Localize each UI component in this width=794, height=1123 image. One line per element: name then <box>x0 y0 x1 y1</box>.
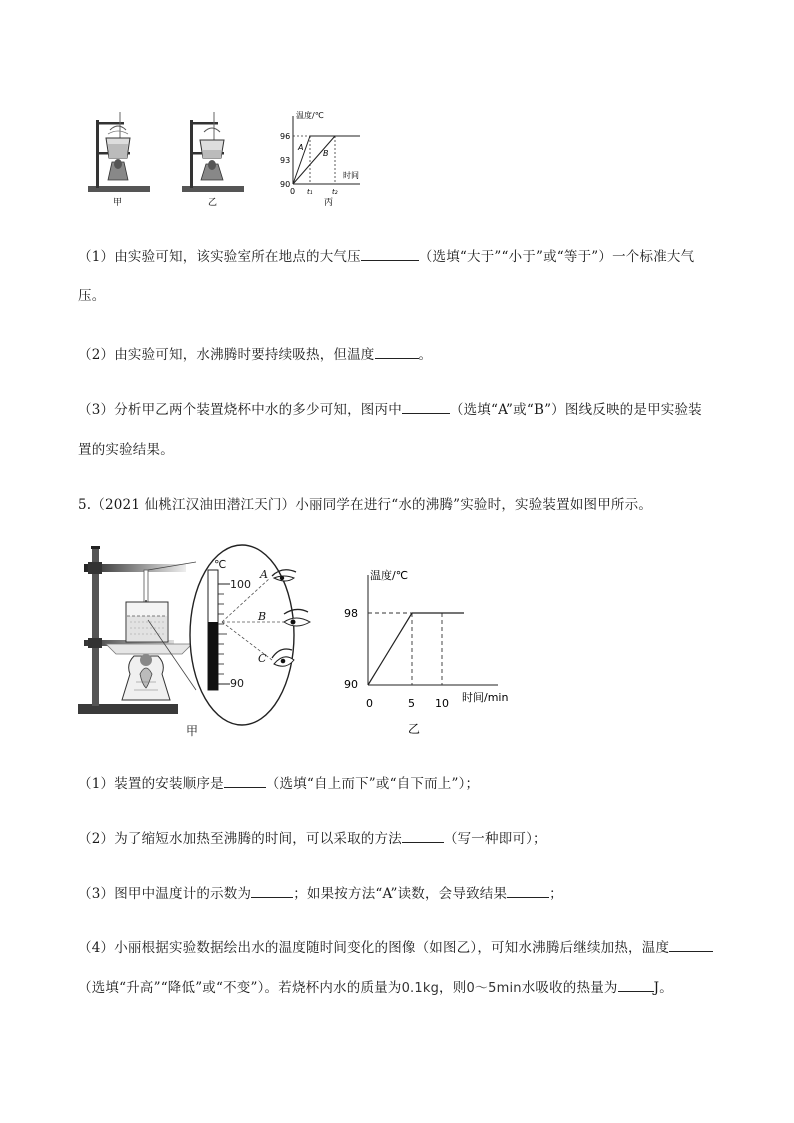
graph-bing-ytick-96: 96 <box>280 132 291 141</box>
q5-p4-blank-1 <box>669 937 713 952</box>
q5-p3-blank-1 <box>251 883 293 898</box>
q4-part2: （2）由实验可知，水沸腾时要持续吸热，但温度 。 <box>78 344 432 365</box>
q5-chart-caption: 乙 <box>408 722 421 736</box>
graph-bing-ytick-90: 90 <box>280 180 291 189</box>
q5-part4-cont: （选填“升高”“降低”或“不变”）。若烧杯内水的质量为0.1kg，则0～5min水吸收的热量为 J。 <box>78 977 673 999</box>
q4-p2-blank <box>375 344 419 359</box>
q5-scale-top: 100 <box>230 578 251 591</box>
q5-header: 5.（2021 仙桃江汉油田潜江天门）小丽同学在进行“水的沸腾”实验时，实验装置如图甲所示。 <box>78 497 653 513</box>
q4-part1: （1）由实验可知，该实验室所在地点的大气压 （选填“大于”“小于”或“等于”）一个标准大气 <box>78 246 694 267</box>
q5-scale-bottom: 90 <box>230 677 244 690</box>
q4-p1-blank <box>361 246 419 261</box>
q5-p2-blank <box>402 828 444 843</box>
apparatus-jia <box>88 112 150 192</box>
top-figure-svg <box>78 108 378 208</box>
q5-eye-c-label: C <box>258 652 267 665</box>
q5-part2: （2）为了缩短水加热至沸腾的时间，可以采取的方法 （写一种即可）； <box>78 828 547 849</box>
q5-chart-xtick-5: 5 <box>408 697 415 710</box>
graph-bing-xtick-t2: t₂ <box>332 188 338 196</box>
q5-chart-ytick-90: 90 <box>344 678 358 691</box>
q5-chart-ylabel: 温度/℃ <box>370 569 409 582</box>
q5-time-range: 0～5min <box>466 981 522 996</box>
q4-part3: （3）分析甲乙两个装置烧杯中水的多少可知，图丙中 （选填“A”或“B”）图线反映的是甲实验装 <box>78 399 702 420</box>
apparatus-yi <box>182 112 244 192</box>
q5-figure-jia <box>74 540 334 740</box>
q5-chart-heating-line <box>368 613 412 685</box>
q5-mass-value: 0.1kg <box>401 981 440 996</box>
q5-p1-blank <box>224 773 266 788</box>
q5-part1: （1）装置的安装顺序是 （选填“自上而下”或“自下而上”）； <box>78 773 479 794</box>
q5-chart-xtick-10: 10 <box>435 697 449 710</box>
q4-p3-blank <box>402 399 450 414</box>
apparatus-yi-label: 乙 <box>208 198 218 208</box>
apparatus-jia-label: 甲 <box>113 198 123 208</box>
q5-figure-jia-svg <box>74 540 334 740</box>
q5-chart-xtick-0: 0 <box>366 697 373 710</box>
graph-bing-label-a: A <box>298 143 304 152</box>
q5-fig-jia-caption: 甲 <box>186 724 199 738</box>
graph-bing-ytick-93: 93 <box>280 156 291 165</box>
graph-bing-xlabel: 时间 <box>343 171 359 180</box>
q5-figure-yi <box>340 565 530 745</box>
top-figure <box>78 108 378 208</box>
q5-p4-blank-2 <box>618 977 654 992</box>
graph-bing-ylabel: 温度/℃ <box>296 111 324 120</box>
q5-eye-a-label: A <box>260 568 268 581</box>
graph-bing-xtick-t1: t₁ <box>307 188 313 196</box>
q4-part1-cont: 压。 <box>78 288 106 304</box>
q5-eye-b-label: B <box>258 610 267 623</box>
graph-bing-label-b: B <box>323 149 329 158</box>
graph-bing-caption: 丙 <box>324 198 334 208</box>
q5-p3-blank-2 <box>507 883 549 898</box>
q5-part3: （3）图甲中温度计的示数为 ；如果按方法“A”读数，会导致结果 ； <box>78 883 563 904</box>
q5-unit-label: ℃ <box>214 558 227 571</box>
q5-chart-xlabel: 时间/min <box>462 691 509 704</box>
graph-bing-origin: 0 <box>290 187 296 196</box>
q5-figure-yi-svg <box>340 565 530 745</box>
q4-part3-cont: 置的实验结果。 <box>78 442 174 458</box>
q5-chart-ytick-98: 98 <box>344 607 358 620</box>
q5-part4: （4）小丽根据实验数据绘出水的温度随时间变化的图像（如图乙），可知水沸腾后继续加热，温度 <box>78 937 713 958</box>
